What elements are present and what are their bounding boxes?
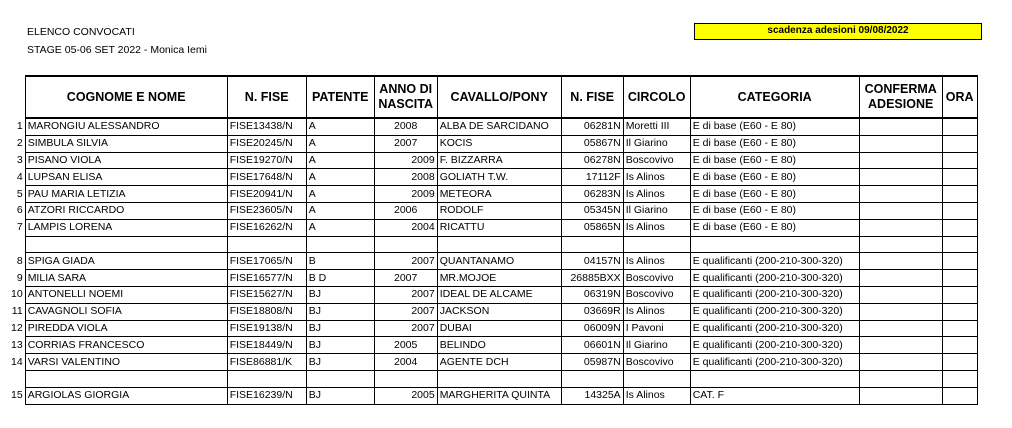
categoria-cell: E qualificanti (200-210-300-320)	[690, 320, 859, 337]
n-fise-cavallo-cell	[561, 236, 623, 253]
cavallo-pony-cell: JACKSON	[437, 303, 561, 320]
n-fise-cavallo-cell: 05865N	[561, 219, 623, 236]
ora-cell	[942, 202, 977, 219]
cavallo-pony-cell: KOCIS	[437, 135, 561, 152]
anno-nascita-cell: 2007	[374, 303, 437, 320]
col-header-n-fise-cavallo: N. FISE	[561, 76, 623, 118]
patente-cell: BJ	[306, 320, 374, 337]
ora-cell	[942, 219, 977, 236]
ora-cell	[942, 236, 977, 253]
row-number: 3	[16, 153, 23, 166]
cognome-nome-cell: PIREDDA VIOLA	[25, 320, 227, 337]
table-row	[9, 286, 977, 303]
cavallo-pony-cell: BELINDO	[437, 337, 561, 354]
anno-nascita-cell: 2005	[374, 387, 437, 404]
header-row	[9, 76, 977, 118]
n-fise-cavallo-cell: 06601N	[561, 337, 623, 354]
n-fise-cell: FISE18449/N	[227, 337, 306, 354]
conferma-adesione-cell	[859, 202, 942, 219]
anno-nascita-cell: 2007	[374, 320, 437, 337]
patente-cell	[306, 370, 374, 387]
n-fise-cell	[227, 236, 306, 253]
circolo-cell: Boscovivo	[623, 286, 690, 303]
ora-cell	[942, 118, 977, 135]
circolo-cell: Il Giarino	[623, 202, 690, 219]
categoria-cell: E di base (E60 - E 80)	[690, 202, 859, 219]
patente-cell: BJ	[306, 354, 374, 371]
row-number: 9	[16, 271, 23, 284]
circolo-cell: Il Giarino	[623, 337, 690, 354]
patente-cell: A	[306, 169, 374, 186]
categoria-cell: E di base (E60 - E 80)	[690, 169, 859, 186]
table-row	[9, 219, 977, 236]
n-fise-cell: FISE20941/N	[227, 186, 306, 203]
patente-cell: B	[306, 253, 374, 270]
cognome-nome-cell	[25, 370, 227, 387]
categoria-cell: E qualificanti (200-210-300-320)	[690, 337, 859, 354]
deadline-banner: scadenza adesioni 09/08/2022	[694, 23, 982, 40]
anno-nascita-cell: 2004	[374, 219, 437, 236]
categoria-cell: E di base (E60 - E 80)	[690, 118, 859, 135]
table-row	[9, 118, 977, 135]
conferma-adesione-cell	[859, 152, 942, 169]
cognome-nome-cell: LAMPIS LORENA	[25, 219, 227, 236]
table-row	[9, 270, 977, 287]
row-number: 13	[11, 338, 23, 351]
row-number: 5	[16, 187, 23, 200]
circolo-cell: Il Giarino	[623, 135, 690, 152]
circolo-cell: I Pavoni	[623, 320, 690, 337]
row-number: 10	[11, 288, 23, 301]
col-header-circolo: CIRCOLO	[623, 76, 690, 118]
table-row	[9, 354, 977, 371]
ora-cell	[942, 270, 977, 287]
col-header-patente: PATENTE	[306, 76, 374, 118]
cognome-nome-cell: ARGIOLAS GIORGIA	[25, 387, 227, 404]
anno-nascita-cell: 2005	[374, 337, 437, 354]
col-header-cavallo-pony: CAVALLO/PONY	[437, 76, 561, 118]
row-number: 2	[16, 137, 23, 150]
patente-cell: A	[306, 219, 374, 236]
row-number: 1	[16, 120, 23, 133]
n-fise-cavallo-cell: 03669R	[561, 303, 623, 320]
n-fise-cell: FISE16239/N	[227, 387, 306, 404]
circolo-cell: Boscovivo	[623, 152, 690, 169]
n-fise-cavallo-cell: 06009N	[561, 320, 623, 337]
circolo-cell: Is Alinos	[623, 169, 690, 186]
cognome-nome-cell: PAU MARIA LETIZIA	[25, 186, 227, 203]
conferma-adesione-cell	[859, 135, 942, 152]
circolo-cell: Is Alinos	[623, 303, 690, 320]
patente-cell: BJ	[306, 286, 374, 303]
patente-cell: B D	[306, 270, 374, 287]
anno-nascita-cell: 2007	[374, 270, 437, 287]
categoria-cell: E qualificanti (200-210-300-320)	[690, 303, 859, 320]
cognome-nome-cell: VARSI VALENTINO	[25, 354, 227, 371]
anno-nascita-cell: 2007	[374, 286, 437, 303]
circolo-cell: Is Alinos	[623, 253, 690, 270]
n-fise-cavallo-cell: 06278N	[561, 152, 623, 169]
col-header-n-fise: N. FISE	[227, 76, 306, 118]
list-title: ELENCO CONVOCATI	[27, 26, 135, 38]
row-number: 14	[11, 355, 23, 368]
n-fise-cell: FISE15627/N	[227, 286, 306, 303]
cavallo-pony-cell	[437, 370, 561, 387]
cavallo-pony-cell: RICATTU	[437, 219, 561, 236]
cavallo-pony-cell: GOLIATH T.W.	[437, 169, 561, 186]
conferma-adesione-cell	[859, 337, 942, 354]
cavallo-pony-cell: QUANTANAMO	[437, 253, 561, 270]
patente-cell: A	[306, 202, 374, 219]
conferma-adesione-cell	[859, 286, 942, 303]
circolo-cell: Is Alinos	[623, 186, 690, 203]
circolo-cell: Boscovivo	[623, 270, 690, 287]
anno-nascita-cell: 2009	[374, 186, 437, 203]
n-fise-cavallo-cell	[561, 370, 623, 387]
n-fise-cell: FISE86881/K	[227, 354, 306, 371]
circolo-cell: Moretti III	[623, 118, 690, 135]
row-number: 6	[16, 204, 23, 217]
table-row	[9, 253, 977, 270]
conferma-adesione-cell	[859, 118, 942, 135]
cavallo-pony-cell: F. BIZZARRA	[437, 152, 561, 169]
categoria-cell	[690, 236, 859, 253]
row-number: 7	[16, 221, 23, 234]
ora-cell	[942, 387, 977, 404]
anno-nascita-cell: 2007	[374, 253, 437, 270]
anno-nascita-cell	[374, 370, 437, 387]
ora-cell	[942, 135, 977, 152]
anno-nascita-cell: 2009	[374, 152, 437, 169]
conferma-adesione-cell	[859, 303, 942, 320]
categoria-cell: E qualificanti (200-210-300-320)	[690, 270, 859, 287]
table-row	[9, 337, 977, 354]
categoria-cell: E di base (E60 - E 80)	[690, 219, 859, 236]
patente-cell: BJ	[306, 303, 374, 320]
n-fise-cell: FISE17648/N	[227, 169, 306, 186]
conferma-adesione-cell	[859, 219, 942, 236]
cavallo-pony-cell: DUBAI	[437, 320, 561, 337]
anno-nascita-cell: 2004	[374, 354, 437, 371]
cavallo-pony-cell: MR.MOJOE	[437, 270, 561, 287]
col-header-categoria: CATEGORIA	[690, 76, 859, 118]
n-fise-cavallo-cell: 06319N	[561, 286, 623, 303]
row-number	[9, 236, 25, 253]
anno-nascita-cell	[374, 236, 437, 253]
patente-cell: A	[306, 118, 374, 135]
n-fise-cavallo-cell: 14325A	[561, 387, 623, 404]
cavallo-pony-cell: ALBA DE SARCIDANO	[437, 118, 561, 135]
n-fise-cell: FISE16577/N	[227, 270, 306, 287]
ora-cell	[942, 186, 977, 203]
cavallo-pony-cell: MARGHERITA QUINTA	[437, 387, 561, 404]
n-fise-cavallo-cell: 06281N	[561, 118, 623, 135]
cavallo-pony-cell: METEORA	[437, 186, 561, 203]
categoria-cell: E qualificanti (200-210-300-320)	[690, 354, 859, 371]
n-fise-cavallo-cell: 17112F	[561, 169, 623, 186]
cognome-nome-cell: PISANO VIOLA	[25, 152, 227, 169]
table-row	[9, 135, 977, 152]
patente-cell: BJ	[306, 387, 374, 404]
ora-cell	[942, 354, 977, 371]
table-row	[9, 169, 977, 186]
cognome-nome-cell: ATZORI RICCARDO	[25, 202, 227, 219]
cognome-nome-cell: LUPSAN ELISA	[25, 169, 227, 186]
row-number-header	[9, 76, 25, 118]
n-fise-cavallo-cell: 05867N	[561, 135, 623, 152]
conferma-adesione-cell	[859, 320, 942, 337]
n-fise-cell: FISE16262/N	[227, 219, 306, 236]
conferma-adesione-cell	[859, 236, 942, 253]
anno-nascita-cell: 2007	[374, 135, 437, 152]
cognome-nome-cell: CAVAGNOLI SOFIA	[25, 303, 227, 320]
cognome-nome-cell: CORRIAS FRANCESCO	[25, 337, 227, 354]
categoria-cell: E di base (E60 - E 80)	[690, 186, 859, 203]
circolo-cell: Is Alinos	[623, 219, 690, 236]
n-fise-cell	[227, 370, 306, 387]
col-header-cognome-nome: COGNOME E NOME	[25, 76, 227, 118]
categoria-cell: E qualificanti (200-210-300-320)	[690, 253, 859, 270]
ora-cell	[942, 286, 977, 303]
categoria-cell: CAT. F	[690, 387, 859, 404]
row-number: 4	[16, 170, 23, 183]
anno-nascita-cell: 2008	[374, 118, 437, 135]
cognome-nome-cell	[25, 236, 227, 253]
ora-cell	[942, 169, 977, 186]
row-number: 12	[11, 321, 23, 334]
table-row	[9, 186, 977, 203]
table-row	[9, 320, 977, 337]
n-fise-cell: FISE19270/N	[227, 152, 306, 169]
patente-cell: A	[306, 135, 374, 152]
n-fise-cavallo-cell: 05987N	[561, 354, 623, 371]
table-row	[9, 202, 977, 219]
cavallo-pony-cell	[437, 236, 561, 253]
cavallo-pony-cell: RODOLF	[437, 202, 561, 219]
table-row	[9, 236, 977, 253]
ora-cell	[942, 303, 977, 320]
categoria-cell: E di base (E60 - E 80)	[690, 152, 859, 169]
circolo-cell	[623, 370, 690, 387]
n-fise-cavallo-cell: 26885BXX	[561, 270, 623, 287]
conferma-adesione-cell	[859, 169, 942, 186]
ora-cell	[942, 370, 977, 387]
conferma-adesione-cell	[859, 270, 942, 287]
categoria-cell: E di base (E60 - E 80)	[690, 135, 859, 152]
cavallo-pony-cell: AGENTE DCH	[437, 354, 561, 371]
n-fise-cavallo-cell: 05345N	[561, 202, 623, 219]
anno-nascita-cell: 2006	[374, 202, 437, 219]
patente-cell: A	[306, 186, 374, 203]
n-fise-cavallo-cell: 06283N	[561, 186, 623, 203]
col-header-ora: ORA	[942, 76, 977, 118]
n-fise-cell: FISE18808/N	[227, 303, 306, 320]
conferma-adesione-cell	[859, 253, 942, 270]
n-fise-cell: FISE23605/N	[227, 202, 306, 219]
table-row	[9, 152, 977, 169]
anno-nascita-cell: 2008	[374, 169, 437, 186]
circolo-cell: Is Alinos	[623, 387, 690, 404]
patente-cell: A	[306, 152, 374, 169]
n-fise-cell: FISE20245/N	[227, 135, 306, 152]
circolo-cell	[623, 236, 690, 253]
row-number: 8	[16, 254, 23, 267]
row-number	[9, 370, 25, 387]
row-number: 15	[11, 389, 23, 402]
ora-cell	[942, 320, 977, 337]
ora-cell	[942, 152, 977, 169]
patente-cell: BJ	[306, 337, 374, 354]
row-number: 11	[11, 305, 23, 318]
table-row	[9, 303, 977, 320]
categoria-cell: E qualificanti (200-210-300-320)	[690, 286, 859, 303]
stage-subtitle: STAGE 05-06 SET 2022 - Monica Iemi	[27, 44, 207, 56]
cognome-nome-cell: SPIGA GIADA	[25, 253, 227, 270]
cognome-nome-cell: MARONGIU ALESSANDRO	[25, 118, 227, 135]
n-fise-cell: FISE17065/N	[227, 253, 306, 270]
conferma-adesione-cell	[859, 387, 942, 404]
col-header-anno-nascita: ANNO DI NASCITA	[374, 76, 437, 118]
ora-cell	[942, 337, 977, 354]
patente-cell	[306, 236, 374, 253]
cognome-nome-cell: SIMBULA SILVIA	[25, 135, 227, 152]
table-row	[9, 370, 977, 387]
n-fise-cell: FISE19138/N	[227, 320, 306, 337]
conferma-adesione-cell	[859, 370, 942, 387]
conferma-adesione-cell	[859, 354, 942, 371]
convocati-table	[9, 75, 978, 405]
circolo-cell: Boscovivo	[623, 354, 690, 371]
conferma-adesione-cell	[859, 186, 942, 203]
table-row	[9, 387, 977, 404]
categoria-cell	[690, 370, 859, 387]
n-fise-cavallo-cell: 04157N	[561, 253, 623, 270]
col-header-conferma-adesione: CONFERMA ADESIONE	[859, 76, 942, 118]
cognome-nome-cell: ANTONELLI NOEMI	[25, 286, 227, 303]
cognome-nome-cell: MILIA SARA	[25, 270, 227, 287]
ora-cell	[942, 253, 977, 270]
cavallo-pony-cell: IDEAL DE ALCAME	[437, 286, 561, 303]
n-fise-cell: FISE13438/N	[227, 118, 306, 135]
